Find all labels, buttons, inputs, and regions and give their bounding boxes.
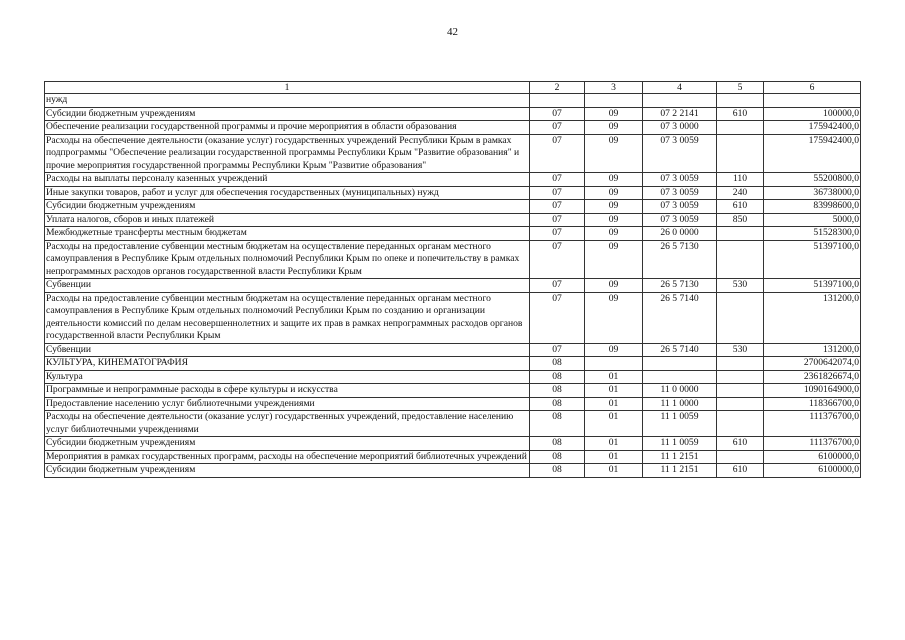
amount: 118366700,0	[764, 397, 861, 411]
subsection-code: 09	[585, 173, 643, 187]
table-row	[45, 94, 861, 108]
expense-type-code	[717, 370, 764, 384]
table-row	[45, 397, 861, 411]
subsection-code: 09	[585, 107, 643, 121]
target-article-code: 11 1 0059	[643, 437, 717, 451]
subsection-code: 01	[585, 384, 643, 398]
amount: 131200,0	[764, 343, 861, 357]
subsection-code: 09	[585, 240, 643, 279]
target-article-code: 11 1 2151	[643, 450, 717, 464]
subsection-code: 09	[585, 292, 643, 343]
target-article-code	[643, 94, 717, 108]
target-article-code: 11 1 0000	[643, 397, 717, 411]
subsection-code: 09	[585, 343, 643, 357]
expense-type-code	[717, 357, 764, 371]
section-code: 07	[530, 213, 585, 227]
target-article-code: 07 2 2141	[643, 107, 717, 121]
section-code: 07	[530, 279, 585, 293]
target-article-code: 07 3 0059	[643, 213, 717, 227]
subsection-code	[585, 94, 643, 108]
section-code: 07	[530, 240, 585, 279]
header-row	[45, 82, 861, 94]
row-description: Иные закупки товаров, работ и услуг для обеспечения государственных (муниципальных) нужд	[45, 186, 530, 200]
expense-type-code	[717, 227, 764, 241]
section-code: 07	[530, 173, 585, 187]
amount	[764, 94, 861, 108]
target-article-code	[643, 370, 717, 384]
amount: 111376700,0	[764, 437, 861, 451]
page-number: 42	[447, 26, 458, 38]
expense-type-code: 610	[717, 200, 764, 214]
table-row	[45, 464, 861, 478]
target-article-code: 26 0 0000	[643, 227, 717, 241]
table-row	[45, 200, 861, 214]
column-header: 3	[585, 82, 643, 94]
target-article-code: 07 3 0059	[643, 200, 717, 214]
subsection-code: 09	[585, 227, 643, 241]
row-description: Мероприятия в рамках государственных программ, расходы на обеспечение мероприятий библиотечных учреждений	[45, 450, 530, 464]
row-description: Субсидии бюджетным учреждениям	[45, 107, 530, 121]
section-code: 07	[530, 227, 585, 241]
expense-type-code: 610	[717, 464, 764, 478]
subsection-code: 09	[585, 213, 643, 227]
expense-type-code: 530	[717, 343, 764, 357]
expense-type-code	[717, 397, 764, 411]
table-row	[45, 437, 861, 451]
section-code: 08	[530, 357, 585, 371]
amount: 6100000,0	[764, 464, 861, 478]
target-article-code: 07 3 0059	[643, 134, 717, 173]
amount: 83998600,0	[764, 200, 861, 214]
table-row	[45, 107, 861, 121]
section-code: 07	[530, 200, 585, 214]
row-description: Субвенции	[45, 279, 530, 293]
target-article-code: 11 0 0000	[643, 384, 717, 398]
amount: 55200800,0	[764, 173, 861, 187]
row-description: Расходы на выплаты персоналу казенных учреждений	[45, 173, 530, 187]
amount: 175942400,0	[764, 121, 861, 135]
column-header: 6	[764, 82, 861, 94]
budget-table	[44, 81, 861, 478]
amount: 36738000,0	[764, 186, 861, 200]
amount: 131200,0	[764, 292, 861, 343]
table-row	[45, 370, 861, 384]
expense-type-code	[717, 411, 764, 437]
amount: 2700642074,0	[764, 357, 861, 371]
target-article-code	[643, 357, 717, 371]
row-description: Культура	[45, 370, 530, 384]
expense-type-code	[717, 134, 764, 173]
row-description: Программные и непрограммные расходы в сфере культуры и искусства	[45, 384, 530, 398]
table-row	[45, 173, 861, 187]
section-code: 08	[530, 384, 585, 398]
amount: 2361826674,0	[764, 370, 861, 384]
expense-type-code	[717, 94, 764, 108]
section-code: 07	[530, 186, 585, 200]
column-header: 5	[717, 82, 764, 94]
table-row	[45, 411, 861, 437]
table-row	[45, 186, 861, 200]
target-article-code: 07 3 0059	[643, 186, 717, 200]
expense-type-code	[717, 450, 764, 464]
section-code: 07	[530, 121, 585, 135]
table-row	[45, 213, 861, 227]
target-article-code: 07 3 0059	[643, 173, 717, 187]
table-row	[45, 384, 861, 398]
subsection-code: 09	[585, 279, 643, 293]
amount: 100000,0	[764, 107, 861, 121]
subsection-code: 01	[585, 411, 643, 437]
row-description: Предоставление населению услуг библиотечными учреждениями	[45, 397, 530, 411]
target-article-code: 26 5 7140	[643, 343, 717, 357]
row-description: Расходы на обеспечение деятельности (оказание услуг) государственных учреждений, предоставление населению услуг библиотечными учреждениями	[45, 411, 530, 437]
table-row	[45, 357, 861, 371]
row-description: нужд	[45, 94, 530, 108]
table-row	[45, 292, 861, 343]
subsection-code: 01	[585, 464, 643, 478]
expense-type-code	[717, 121, 764, 135]
row-description: Расходы на предоставление субвенции местным бюджетам на осуществление переданных органам местного самоуправления в Республике Крым отдельных полномочий Республики Крым по опеке и попечительству в рамках непрограммных расходов органов государственной власти Республики Крым	[45, 240, 530, 279]
table-row	[45, 343, 861, 357]
target-article-code: 07 3 0000	[643, 121, 717, 135]
amount: 51397100,0	[764, 279, 861, 293]
row-description: Расходы на предоставление субвенции местным бюджетам на осуществление переданных органам местного самоуправления в Республике Крым отдельных полномочий Республики Крым по созданию и организации деятельности комиссий по делам несовершеннолетних и защите их прав в рамках непрограммных расходов органов государственной власти Республики Крым	[45, 292, 530, 343]
target-article-code: 26 5 7140	[643, 292, 717, 343]
table-row	[45, 121, 861, 135]
section-code: 07	[530, 134, 585, 173]
section-code: 07	[530, 107, 585, 121]
table-row	[45, 240, 861, 279]
table-row	[45, 450, 861, 464]
amount: 51528300,0	[764, 227, 861, 241]
section-code	[530, 94, 585, 108]
row-description: Расходы на обеспечение деятельности (оказание услуг) государственных учреждений Республики Крым в рамках подпрограммы "Обеспечение реализации государственной программы Республики Крым "Развитие образования" и прочие мероприятия государственной программы Республики Крым "Развитие образования"	[45, 134, 530, 173]
subsection-code: 01	[585, 397, 643, 411]
column-header: 1	[45, 82, 530, 94]
row-description: Субсидии бюджетным учреждениям	[45, 437, 530, 451]
row-description: Субсидии бюджетным учреждениям	[45, 200, 530, 214]
subsection-code: 09	[585, 186, 643, 200]
column-header: 4	[643, 82, 717, 94]
amount: 6100000,0	[764, 450, 861, 464]
amount: 1090164900,0	[764, 384, 861, 398]
row-description: Обеспечение реализации государственной программы и прочие мероприятия в области образования	[45, 121, 530, 135]
expense-type-code	[717, 384, 764, 398]
row-description: Субвенции	[45, 343, 530, 357]
expense-type-code: 610	[717, 107, 764, 121]
expense-type-code: 610	[717, 437, 764, 451]
expense-type-code: 850	[717, 213, 764, 227]
target-article-code: 11 1 0059	[643, 411, 717, 437]
subsection-code	[585, 357, 643, 371]
row-description: Уплата налогов, сборов и иных платежей	[45, 213, 530, 227]
target-article-code: 11 1 2151	[643, 464, 717, 478]
section-code: 08	[530, 450, 585, 464]
section-code: 07	[530, 292, 585, 343]
expense-type-code: 110	[717, 173, 764, 187]
amount: 175942400,0	[764, 134, 861, 173]
subsection-code: 09	[585, 134, 643, 173]
row-description: Субсидии бюджетным учреждениям	[45, 464, 530, 478]
section-code: 08	[530, 411, 585, 437]
section-code: 08	[530, 437, 585, 451]
subsection-code: 01	[585, 370, 643, 384]
row-description: Межбюджетные трансферты местным бюджетам	[45, 227, 530, 241]
target-article-code: 26 5 7130	[643, 279, 717, 293]
amount: 111376700,0	[764, 411, 861, 437]
column-header: 2	[530, 82, 585, 94]
section-code: 08	[530, 397, 585, 411]
expense-type-code: 240	[717, 186, 764, 200]
row-description: КУЛЬТУРА, КИНЕМАТОГРАФИЯ	[45, 357, 530, 371]
target-article-code: 26 5 7130	[643, 240, 717, 279]
section-code: 07	[530, 343, 585, 357]
table-row	[45, 134, 861, 173]
subsection-code: 01	[585, 450, 643, 464]
amount: 5000,0	[764, 213, 861, 227]
subsection-code: 01	[585, 437, 643, 451]
expense-type-code	[717, 240, 764, 279]
subsection-code: 09	[585, 121, 643, 135]
subsection-code: 09	[585, 200, 643, 214]
section-code: 08	[530, 464, 585, 478]
table-row	[45, 279, 861, 293]
section-code: 08	[530, 370, 585, 384]
table-row	[45, 227, 861, 241]
expense-type-code	[717, 292, 764, 343]
amount: 51397100,0	[764, 240, 861, 279]
expense-type-code: 530	[717, 279, 764, 293]
